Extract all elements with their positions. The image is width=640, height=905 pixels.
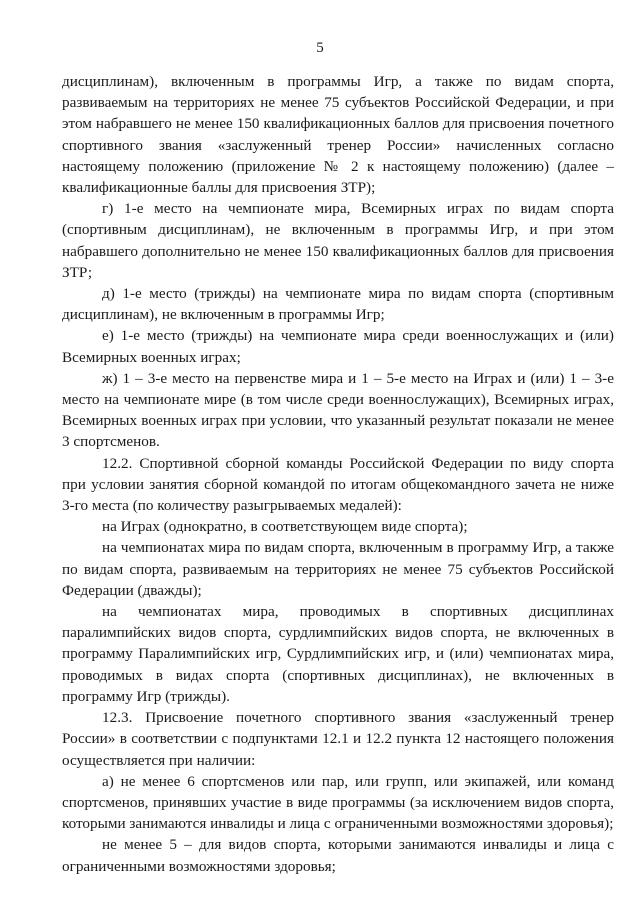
paragraph-paralympic-championships: на чемпионатах мира, проводимых в спортивных дисциплинах паралимпийских видов спорта, сурдлимпийских видов спорта, не включенных в программу Паралимпийских игр, Сурдлимпийских игр, и (или) чемпионатах мира, проводимых в видах спорта (спортивных дисциплинах), не включенных в программу Игр (трижды).: [62, 603, 614, 705]
paragraph-item-g: г) 1-е место на чемпионате мира, Всемирных играх по видам спорта (спортивным дисциплинам), не включенным в программы Игр, и при этом набравшего дополнительно не менее 150 квалификационных баллов для присвоения ЗТР;: [62, 200, 614, 281]
paragraph-continuation: дисциплинам), включенным в программы Игр, а также по видам спорта, развиваемым на территориях не менее 75 субъектов Российской Федерации, и при этом набравшего не менее 150 квалификационных баллов для присвоения почетного спортивного звания «заслуженный тренер России» начисленных согласно настоящему положению (приложение № 2 к настоящему положению) (далее – квалификационные баллы для присвоения ЗТР);: [62, 73, 614, 197]
paragraph-item-zh: ж) 1 – 3-е место на первенстве мира и 1 – 5-е место на Играх и (или) 1 – 3-е место на чемпионате мире (в том числе среди военнослужащих), Всемирных играх, Всемирных военных играх при условии, что указанный результат показали не менее 3 спортсменов.: [62, 369, 614, 451]
page-number: 5: [316, 40, 324, 56]
paragraph-section-12-2: 12.2. Спортивной сборной команды Российской Федерации по виду спорта при условии занятия сборной командой по итогам общекомандного зачета не ниже 3-го места (по количеству разыгрываемых медалей):: [62, 454, 614, 515]
paragraph-item-d: д) 1-е место (трижды) на чемпионате мира по видам спорта (спортивным дисциплинам), не включенным в программы Игр;: [62, 285, 614, 324]
document-body: [62, 71, 614, 877]
paragraph-section-12-3: 12.3. Присвоение почетного спортивного звания «заслуженный тренер России» в соответствии с подпунктами 12.1 и 12.2 пункта 12 настоящего положения осуществляется при наличии:: [62, 709, 614, 769]
paragraph-item-a: а) не менее 6 спортсменов или пар, или групп, или экипажей, или команд спортсменов, принявших участие в виде программы (за исключением видов спорта, которыми занимаются инвалиды и лица с ограниченными возможностями здоровья);: [62, 772, 614, 833]
paragraph-item-e: е) 1-е место (трижды) на чемпионате мира среди военнослужащих и (или) Всемирных военных играх;: [62, 327, 614, 366]
paragraph-disabled-athletes: не менее 5 – для видов спорта, которыми занимаются инвалиды и лица с ограниченными возможностями здоровья;: [62, 836, 614, 875]
paragraph-world-championships: на чемпионатах мира по видам спорта, включенным в программу Игр, а также по видам спорта, развиваемым на территориях не менее 75 субъектов Российской Федерации (дважды);: [62, 539, 614, 599]
paragraph-games: на Играх (однократно, в соответствующем виде спорта);: [102, 518, 468, 536]
